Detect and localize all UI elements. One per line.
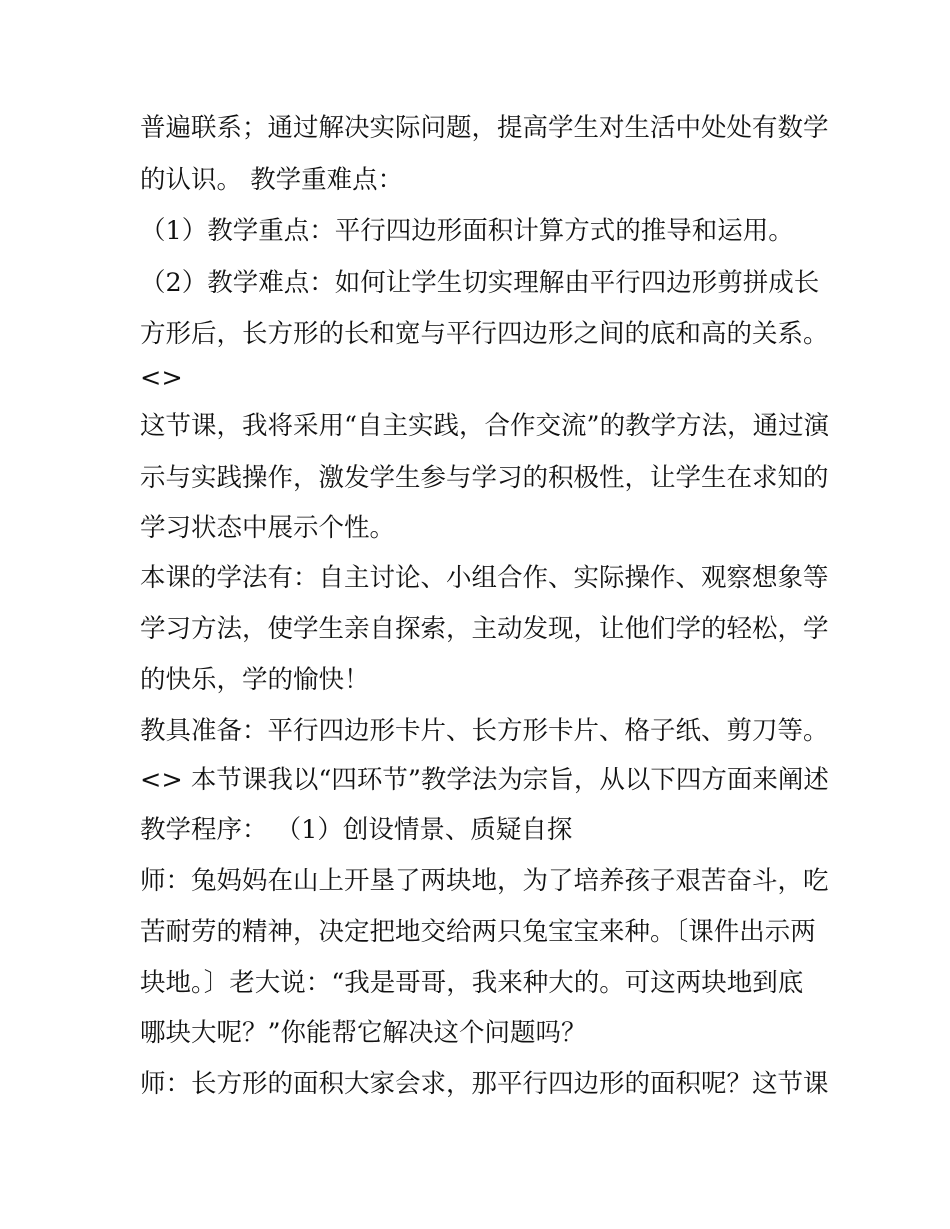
text-line: 的认识。 教学重难点： [140,165,404,195]
text-line: 师：长方形的面积大家会求，那平行四边形的面积呢？这节课 [140,1069,829,1099]
text-line: 示与实践操作，激发学生参与学习的积极性，让学生在求知的 [140,463,829,493]
text-line: 块地。〕老大说：“我是哥哥，我来种大的。可这两块地到底 [140,968,804,998]
text-line: 教具准备：平行四边形卡片、长方形卡片、格子纸、剪刀等。 [140,716,829,746]
text-line: 的快乐，学的愉快！ [140,665,370,695]
text-line: 师：兔妈妈在山上开垦了两块地，为了培养孩子艰苦奋斗，吃 [140,866,829,896]
text-line: <> [140,363,183,393]
text-line: （2）教学难点：如何让学生切实理解由平行四边形剪拼成长 [140,268,820,298]
text-line: （1）教学重点：平行四边形面积计算方式的推导和运用。 [140,216,794,246]
text-line: 本课的学法有：自主讨论、小组合作、实际操作、观察想象等 [140,563,829,593]
text-line: 教学程序： （1）创设情景、质疑自探 [140,815,573,845]
text-line: 学习状态中展示个性。 [140,513,396,543]
text-line: 方形后，长方形的长和宽与平行四边形之间的底和高的关系。 [140,319,829,349]
text-line: 哪块大呢？”你能帮它解决这个问题吗？ [140,1018,587,1048]
text-line: 这节课，我将采用“自主实践，合作交流”的教学方法，通过演 [140,411,830,441]
text-line: 学习方法，使学生亲自探索，主动发现，让他们学的轻松，学 [140,614,829,644]
text-line: <> 本节课我以“四环节”教学法为宗旨，从以下四方面来阐述 [140,765,829,795]
text-line: 普遍联系；通过解决实际问题，提高学生对生活中处处有数学 [140,113,829,143]
text-line: 苦耐劳的精神，决定把地交给两只兔宝宝来种。〔课件出示两 [140,917,816,947]
